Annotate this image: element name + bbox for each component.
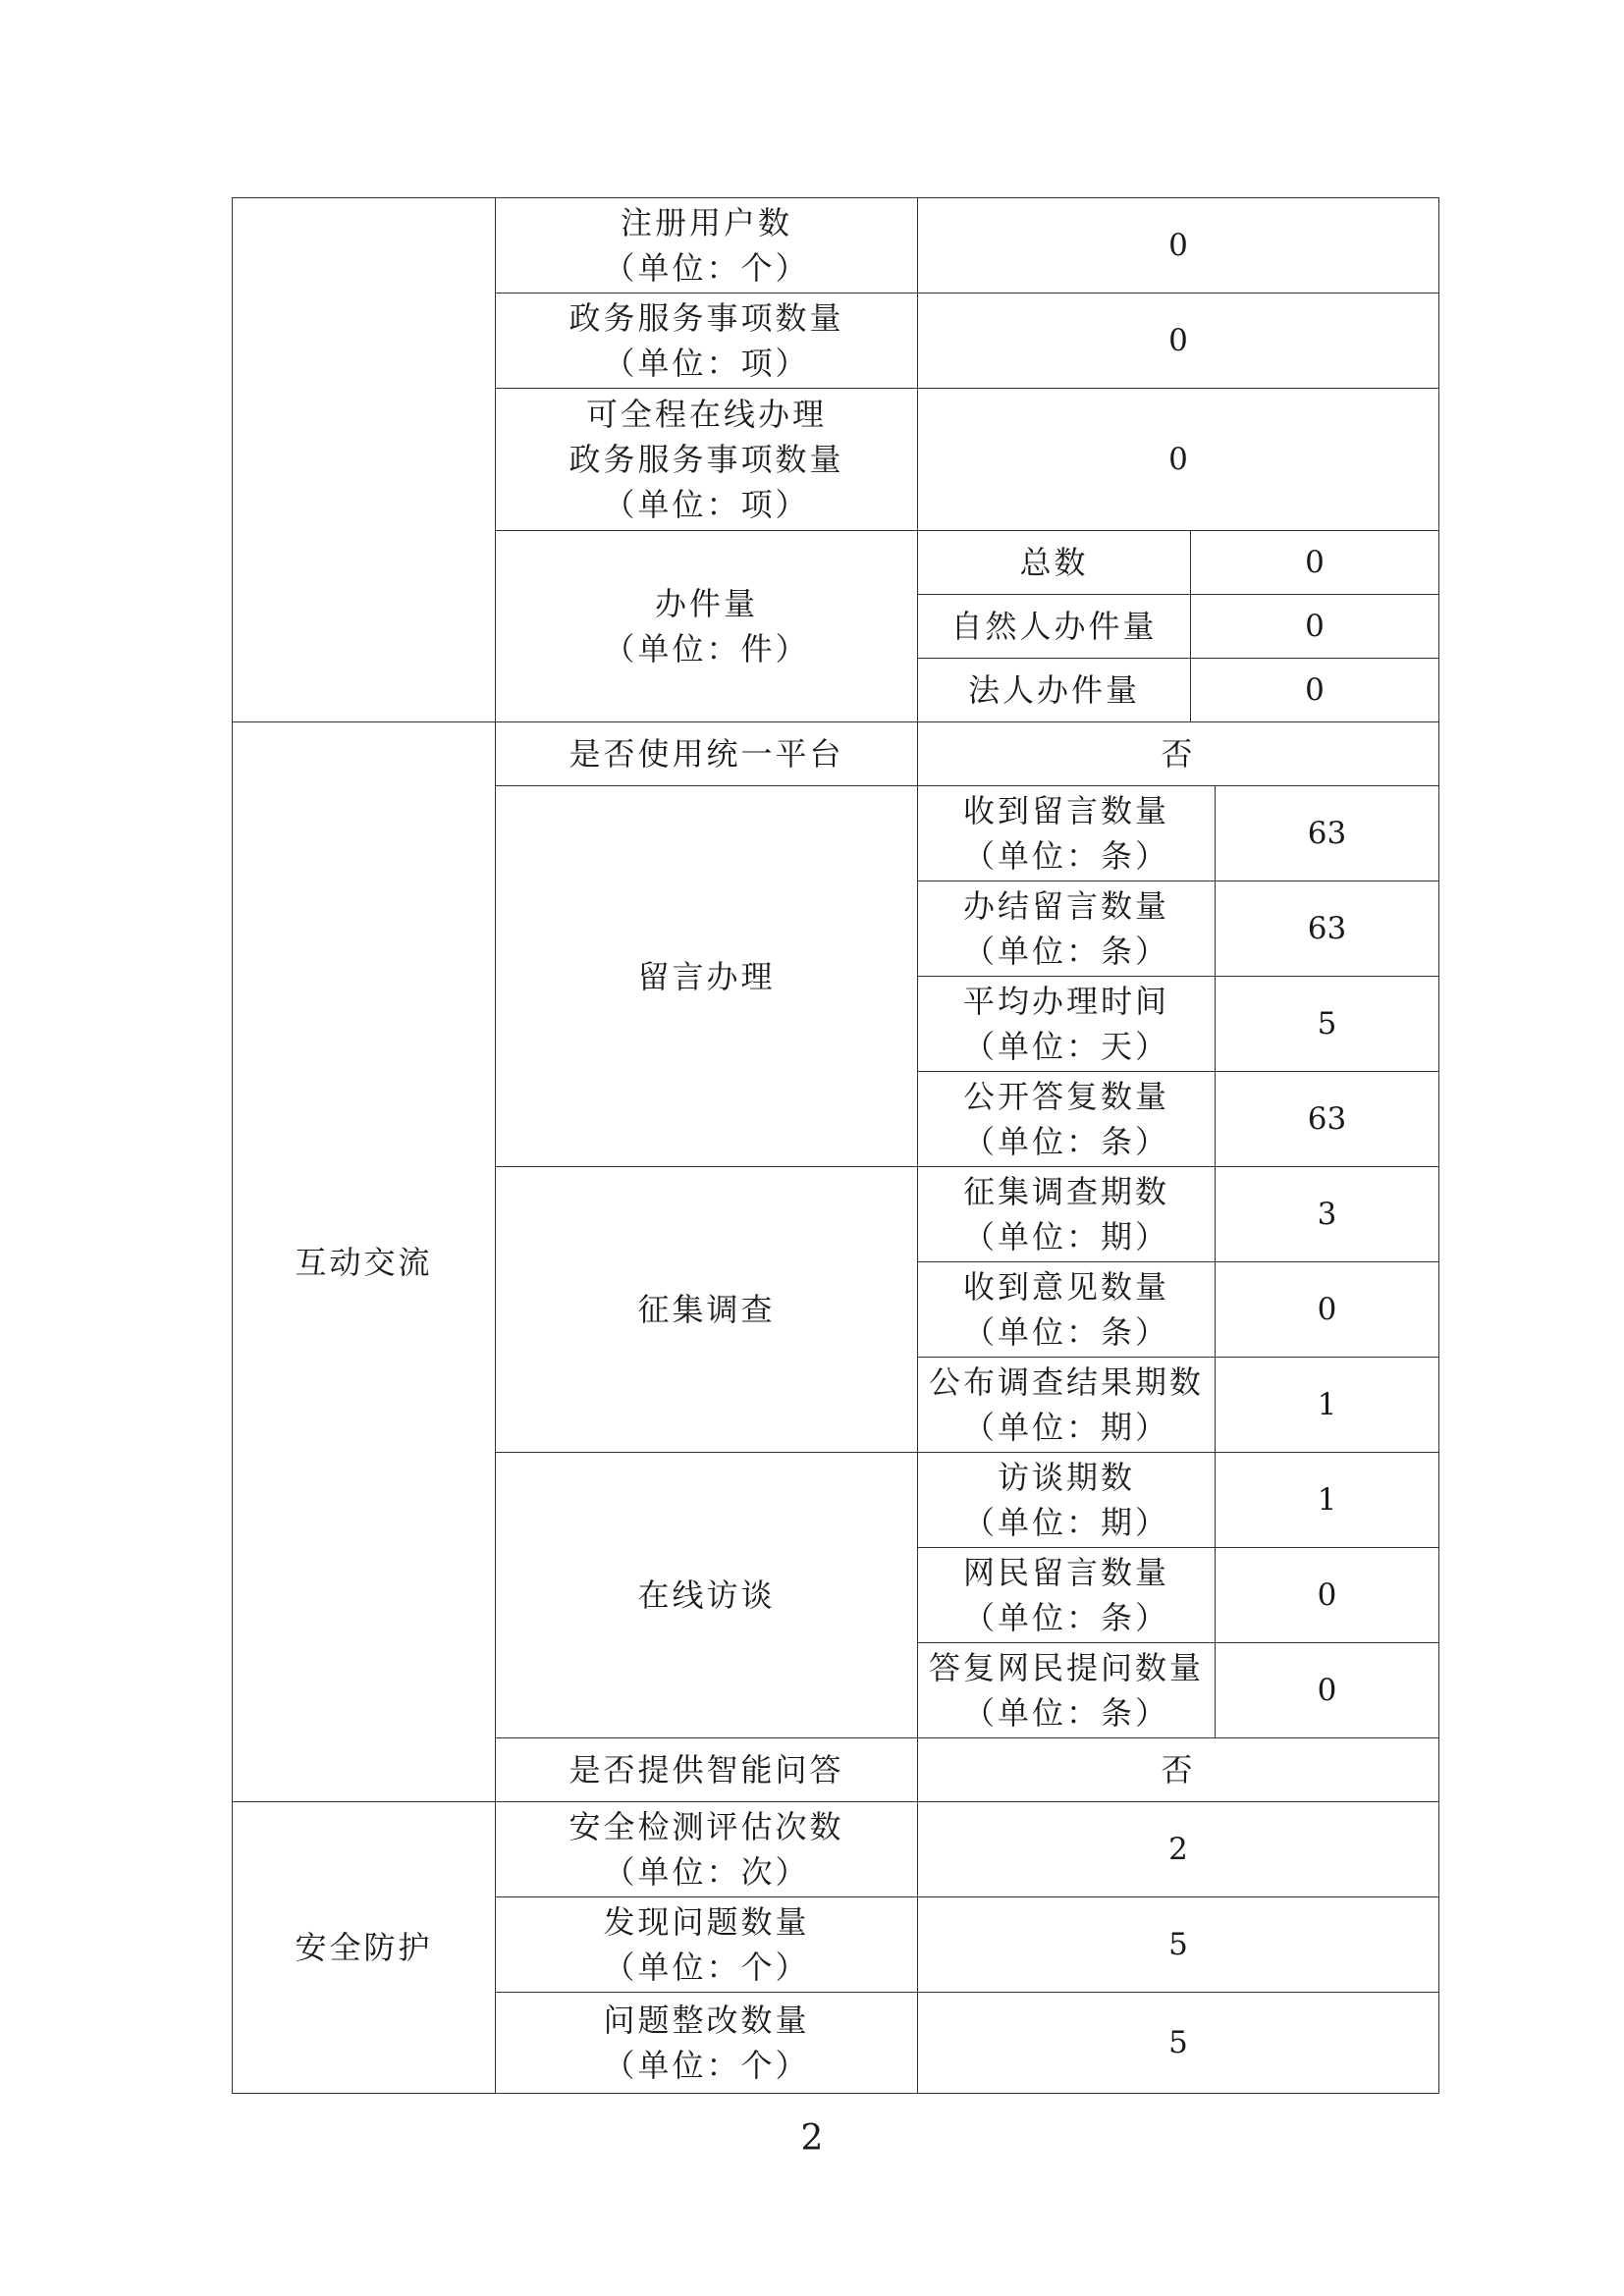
row-label: 注册用户数	[620, 204, 792, 241]
sub-value: 0	[1216, 1262, 1439, 1358]
row-unit: （单位：项）	[603, 486, 810, 523]
row-label: 政务服务事项数量	[568, 299, 844, 337]
sub-label: 自然人办件量	[918, 595, 1191, 659]
row-label: 安全检测评估次数	[568, 1808, 844, 1845]
row-label: 问题整改数量	[603, 2002, 810, 2039]
sub-unit: （单位：条）	[962, 1123, 1169, 1160]
group-label: 留言办理	[496, 786, 918, 1167]
sub-value: 1	[1216, 1358, 1439, 1453]
row-unit: （单位：次）	[603, 1853, 810, 1891]
sub-label-cell	[918, 1072, 1216, 1167]
sub-unit: （单位：条）	[962, 1599, 1169, 1636]
sub-label: 平均办理时间	[962, 983, 1169, 1020]
statistics-table	[232, 197, 1439, 2094]
sub-unit: （单位：条）	[962, 1313, 1169, 1351]
sub-value: 63	[1216, 881, 1439, 977]
group-label: 征集调查	[496, 1167, 918, 1453]
sub-unit: （单位：期）	[962, 1409, 1169, 1446]
sub-label-cell	[918, 1643, 1216, 1738]
table-row	[233, 198, 1439, 294]
row-unit: （单位：项）	[603, 345, 810, 382]
row-label-cell	[496, 389, 918, 531]
sub-label: 网民留言数量	[962, 1554, 1169, 1591]
sub-unit: （单位：条）	[962, 837, 1169, 875]
row-label: 是否提供智能问答	[496, 1738, 918, 1802]
sub-value: 1	[1216, 1453, 1439, 1548]
section-label: 互动交流	[233, 722, 496, 1802]
row-value: 否	[918, 1738, 1439, 1802]
row-value: 5	[918, 1897, 1439, 1993]
row-value: 0	[918, 198, 1439, 294]
row-value: 否	[918, 722, 1439, 786]
sub-unit: （单位：期）	[962, 1504, 1169, 1541]
row-value: 2	[918, 1802, 1439, 1897]
sub-value: 0	[1191, 659, 1439, 722]
sub-label: 公布调查结果期数	[928, 1363, 1204, 1401]
sub-value: 63	[1216, 786, 1439, 881]
sub-label-cell	[918, 1167, 1216, 1262]
sub-label: 办结留言数量	[962, 887, 1169, 925]
row-label: 政务服务事项数量	[568, 441, 844, 478]
row-label: 可全程在线办理	[585, 396, 827, 433]
sub-label: 收到留言数量	[962, 792, 1169, 829]
section-label: 安全防护	[233, 1802, 496, 2094]
row-label-cell	[496, 294, 918, 389]
row-label-cell	[496, 1993, 918, 2094]
sub-value: 5	[1216, 977, 1439, 1072]
sub-unit: （单位：天）	[962, 1028, 1169, 1065]
row-unit: （单位：个）	[603, 1949, 810, 1986]
sub-label: 法人办件量	[918, 659, 1191, 722]
section-cell-blank	[233, 198, 496, 722]
sub-label: 收到意见数量	[962, 1268, 1169, 1306]
sub-label: 总数	[918, 531, 1191, 595]
sub-label-cell	[918, 1262, 1216, 1358]
sub-value: 0	[1216, 1548, 1439, 1643]
table-row	[233, 1802, 1439, 1897]
sub-label-cell	[918, 1548, 1216, 1643]
row-label: 是否使用统一平台	[496, 722, 918, 786]
group-label: 在线访谈	[496, 1453, 918, 1738]
row-label: 发现问题数量	[603, 1903, 810, 1941]
row-unit: （单位：个）	[603, 2047, 810, 2084]
sub-label-cell	[918, 1358, 1216, 1453]
sub-value: 0	[1191, 595, 1439, 659]
sub-value: 3	[1216, 1167, 1439, 1262]
sub-unit: （单位：条）	[962, 933, 1169, 970]
row-label-cell	[496, 198, 918, 294]
sub-unit: （单位：条）	[962, 1694, 1169, 1732]
sub-label-cell	[918, 977, 1216, 1072]
row-label: 办件量	[654, 585, 758, 622]
row-label-cell	[496, 1802, 918, 1897]
row-unit: （单位：个）	[603, 249, 810, 287]
row-value: 5	[918, 1993, 1439, 2094]
sub-value: 63	[1216, 1072, 1439, 1167]
row-label-cell	[496, 1897, 918, 1993]
row-label-cell	[496, 531, 918, 722]
sub-value: 0	[1216, 1643, 1439, 1738]
sub-label: 访谈期数	[997, 1459, 1135, 1496]
sub-value: 0	[1191, 531, 1439, 595]
sub-label: 答复网民提问数量	[928, 1649, 1204, 1686]
sub-unit: （单位：期）	[962, 1218, 1169, 1255]
sub-label-cell	[918, 881, 1216, 977]
sub-label: 公开答复数量	[962, 1078, 1169, 1115]
sub-label-cell	[918, 786, 1216, 881]
sub-label-cell	[918, 1453, 1216, 1548]
sub-label: 征集调查期数	[962, 1173, 1169, 1210]
table-row	[233, 722, 1439, 786]
row-unit: （单位：件）	[603, 630, 810, 667]
page-number: 2	[800, 2118, 824, 2159]
row-value: 0	[918, 294, 1439, 389]
row-value: 0	[918, 389, 1439, 531]
